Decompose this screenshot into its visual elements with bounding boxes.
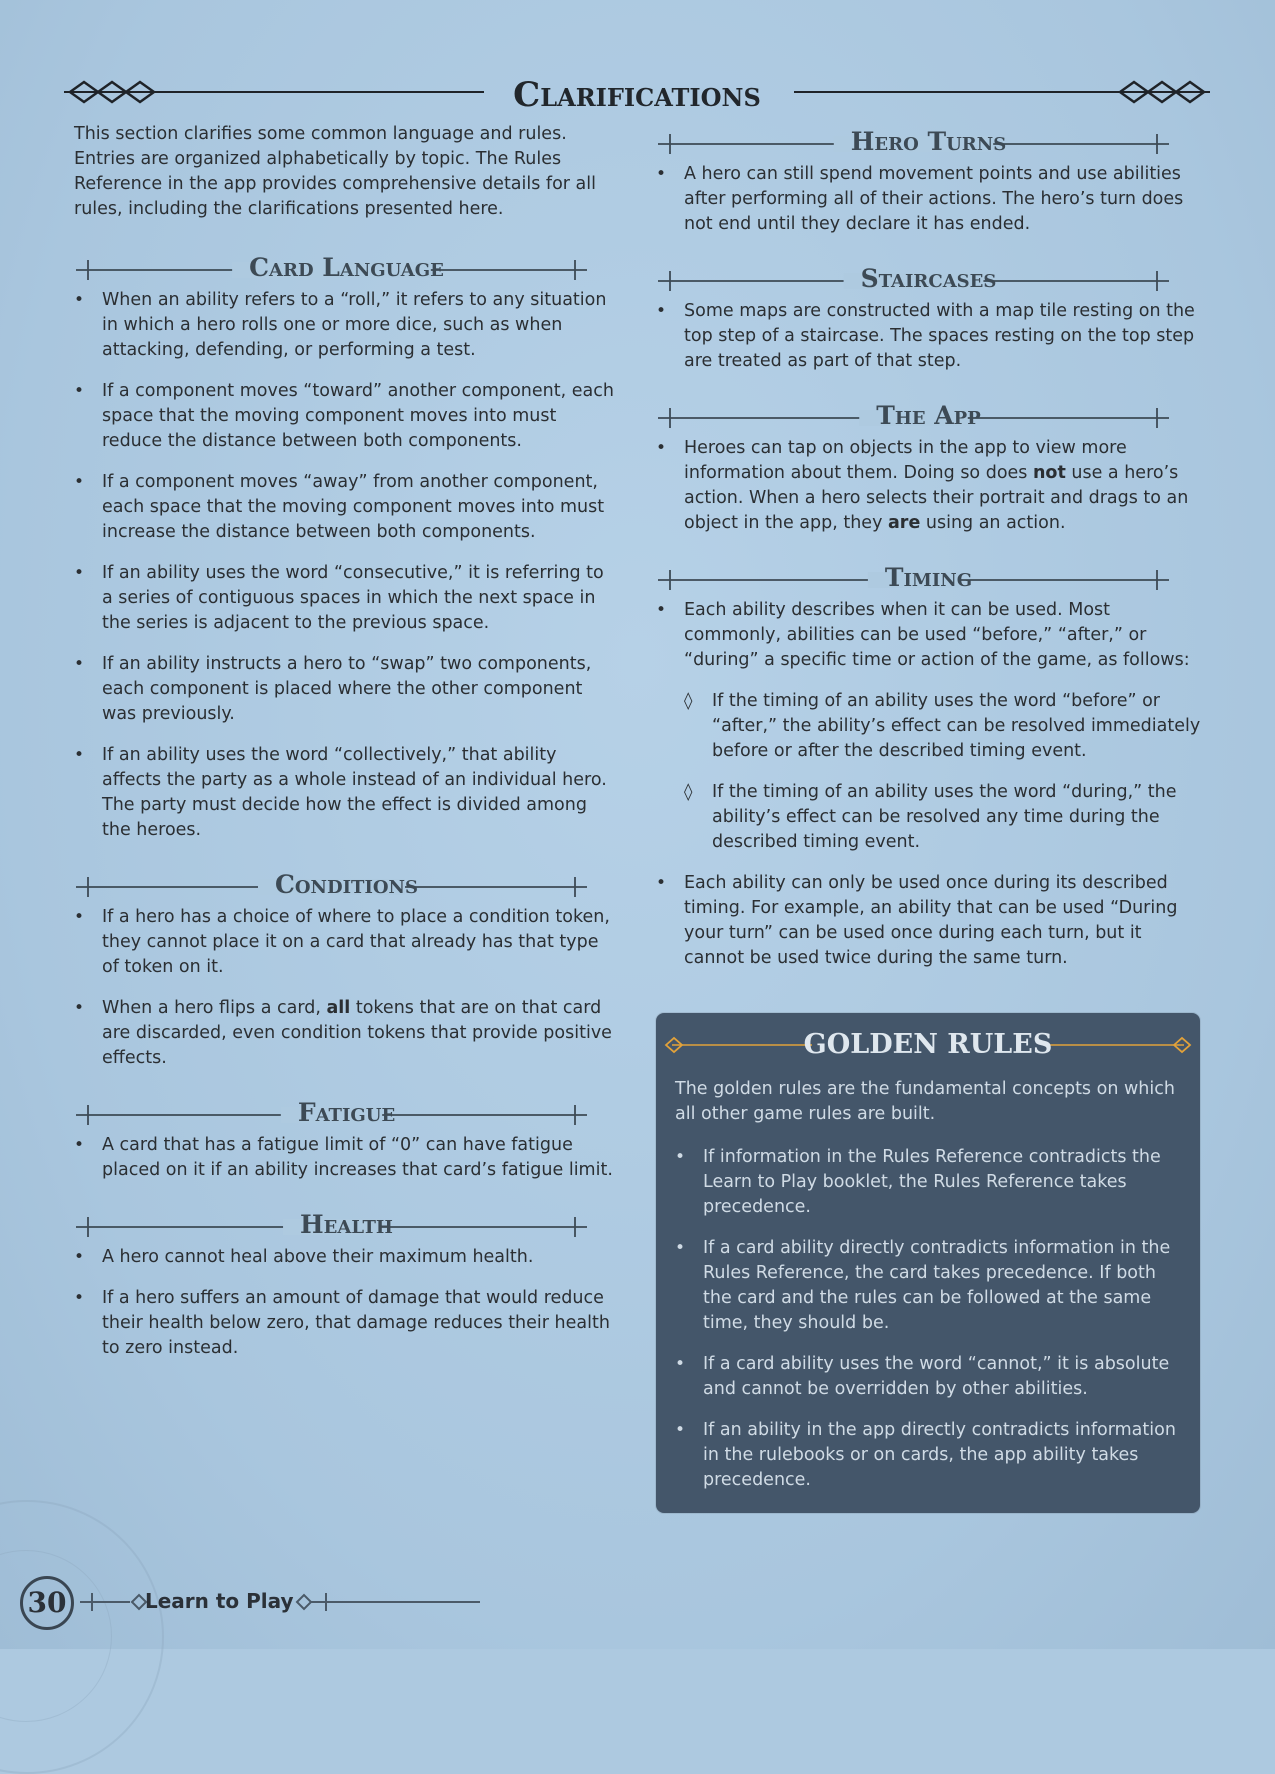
page-title: Clarifications <box>513 75 761 115</box>
section-heading-hero-turns <box>656 122 1201 162</box>
section-heading-timing <box>656 558 1201 598</box>
right-column <box>656 122 1201 993</box>
golden-rule-item: • If a card ability directly contradicts information in the Rules Reference, the card takes precedence. If both the card and the rules can be followed at the same time, they should be. <box>675 1236 1185 1336</box>
list-item: • If a component moves “toward” another component, each space that the moving component moves into must reduce the distance between both components. <box>74 379 619 454</box>
bullet-list-hero-turns <box>656 162 1201 237</box>
sub-list-item: ◊ If the timing of an ability uses the word “during,” the ability’s effect can be resolved any time during the described timing event. <box>684 780 1201 855</box>
page-footer <box>20 1572 490 1634</box>
sub-bullet-list <box>656 689 1201 855</box>
list-item: • If an ability uses the word “consecutive,” it is referring to a series of contiguous spaces in which the next space in the series is adjacent to the previous space. <box>74 561 619 636</box>
bullet-text: tokens that are on that card are discarded, even condition tokens that provide positive effects. <box>102 998 612 1068</box>
list-item: • When an ability refers to a “roll,” it refers to any situation in which a hero rolls one or more dice, such as when attacking, defending, or performing a test. <box>74 288 619 363</box>
bullet-list-conditions <box>74 905 619 1071</box>
section-heading-label: Staircases <box>860 264 997 293</box>
golden-rule-item: • If an ability in the app directly contradicts information in the rulebooks or on cards, the app ability takes precedence. <box>675 1418 1185 1493</box>
list-item: • A hero can still spend movement points and use abilities after performing all of their actions. The hero’s turn does not end until they declare it has ended. <box>656 162 1201 237</box>
golden-rules-intro: The golden rules are the fundamental concepts on which all other game rules are built. <box>675 1079 1175 1124</box>
bullet-text: using an action. <box>920 513 1066 533</box>
left-column <box>74 122 619 1383</box>
section-heading-the-app <box>656 396 1201 436</box>
bullet-list-the-app <box>656 436 1201 536</box>
section-heading-fatigue <box>74 1093 619 1133</box>
emphasis-text: all <box>326 998 351 1018</box>
list-item: • A card that has a fatigue limit of “0” can have fatigue placed on it if an ability increases that card’s fatigue limit. <box>74 1133 619 1183</box>
footer-label: Learn to Play <box>145 1589 294 1613</box>
section-heading-health <box>74 1205 619 1245</box>
section-heading-label: Timing <box>884 563 973 592</box>
golden-rule-item: • If a card ability uses the word “cannot,” it is absolute and cannot be overridden by other abilities. <box>675 1352 1185 1402</box>
golden-rules-box <box>656 1013 1200 1513</box>
bullet-list-fatigue <box>74 1133 619 1183</box>
list-item: • A hero cannot heal above their maximum health. <box>74 1245 619 1270</box>
list-item: • If an ability instructs a hero to “swap” two components, each component is placed where the other component was previously. <box>74 652 619 727</box>
section-heading-label: Health <box>300 1210 393 1239</box>
section-heading-card-language <box>74 248 619 288</box>
bullet-list-timing <box>656 598 1201 971</box>
bullet-list-health <box>74 1245 619 1361</box>
section-heading-label: Card Language <box>249 253 444 282</box>
intro-paragraph: This section clarifies some common language and rules. Entries are organized alphabetically by topic. The Rules Reference in the app provides comprehensive details for all rules, including the clarifications presented here. <box>74 124 597 219</box>
bullet-list-staircases <box>656 299 1201 374</box>
bullet-text: When a hero flips a card, <box>102 998 327 1018</box>
bullet-text: use a hero’s action. When a hero selects their portrait and drags to an object in the app, they <box>684 463 1189 533</box>
emphasis-text: not <box>1032 463 1066 483</box>
bullet-text: Heroes can tap on objects in the app to view more information about them. Doing so does <box>684 438 1127 483</box>
list-item: • If a component moves “away” from another component, each space that the moving component moves into must increase the distance between both components. <box>74 470 619 545</box>
golden-rules-title: GOLDEN RULES <box>803 1029 1053 1060</box>
golden-rule-item: • If information in the Rules Reference contradicts the Learn to Play booklet, the Rules Reference takes precedence. <box>675 1145 1185 1220</box>
section-heading-label: Conditions <box>274 870 418 899</box>
sub-list-item: ◊ If the timing of an ability uses the word “before” or “after,” the ability’s effect can be resolved immediately before or after the described timing event. <box>684 689 1201 764</box>
emphasis-text: are <box>888 513 921 533</box>
section-heading-staircases <box>656 259 1201 299</box>
list-item: • Each ability describes when it can be used. Most commonly, abilities can be used “before,” “after,” or “during” a specific time or action of the game, as follows: <box>656 598 1201 673</box>
list-item <box>656 436 1201 536</box>
page-number: 30 <box>20 1576 74 1630</box>
section-heading-label: Hero Turns <box>850 127 1007 156</box>
section-heading-label: Fatigue <box>297 1098 396 1127</box>
list-item <box>74 996 619 1071</box>
golden-rules-body <box>675 1077 1185 1515</box>
section-heading-label: The App <box>876 401 981 430</box>
right-sections <box>656 122 1201 971</box>
list-item: • If a hero suffers an amount of damage that would reduce their health below zero, that damage reduces their health to zero instead. <box>74 1286 619 1361</box>
section-heading-conditions <box>74 865 619 905</box>
golden-rules-list <box>675 1145 1185 1493</box>
list-item: • Each ability can only be used once during its described timing. For example, an ability that can be used “During your turn” can be used once during each turn, but it cannot be used twice during the same turn. <box>656 871 1201 971</box>
list-item: • Some maps are constructed with a map tile resting on the top step of a staircase. The spaces resting on the top step are treated as part of that step. <box>656 299 1201 374</box>
list-item: • If a hero has a choice of where to place a condition token, they cannot place it on a card that already has that type of token on it. <box>74 905 619 980</box>
main-title-row <box>64 70 1210 120</box>
golden-rules-header <box>664 1025 1192 1065</box>
list-item: • If an ability uses the word “collectively,” that ability affects the party as a whole instead of an individual hero. The party must decide how the effect is divided among the heroes. <box>74 743 619 843</box>
left-sections <box>74 248 619 1361</box>
bullet-list-card-language <box>74 288 619 843</box>
